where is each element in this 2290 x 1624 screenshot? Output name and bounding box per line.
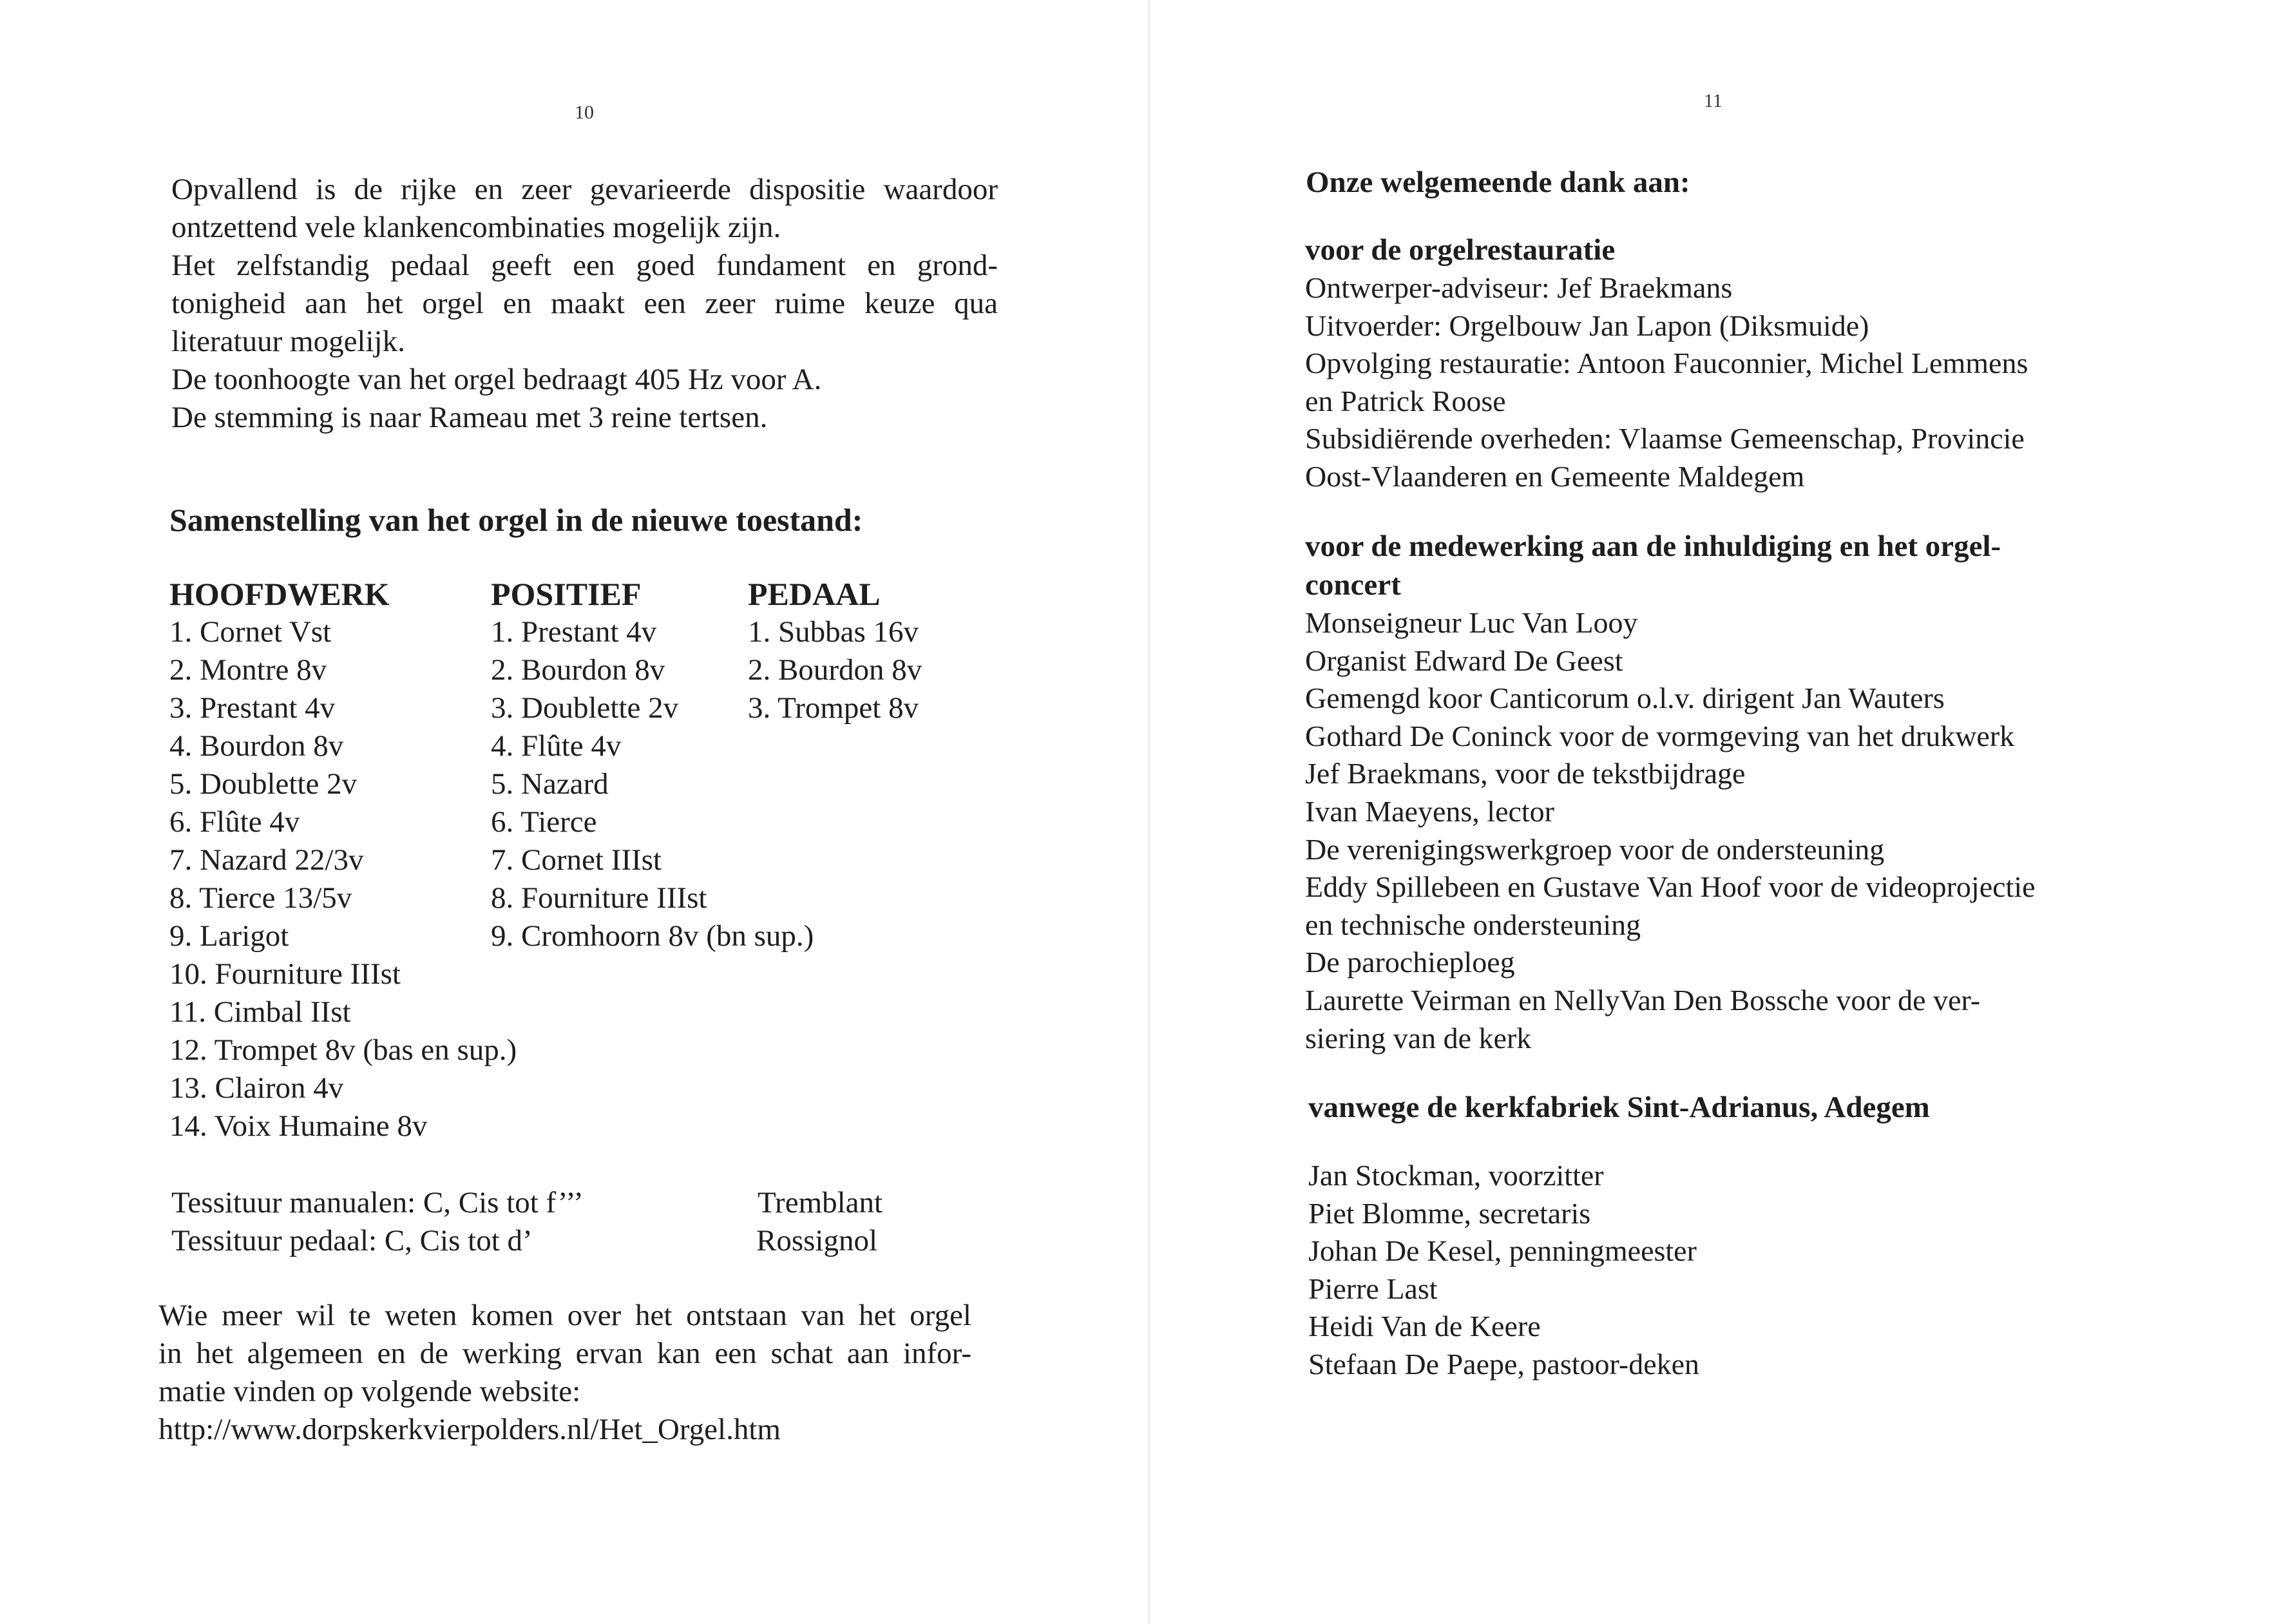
hoofdwerk-item: 11. Cimbal IIst — [169, 995, 351, 1029]
intro-line: ontzettend vele klankencombinaties mogelijk zijn. — [171, 211, 781, 244]
positief-item: 4. Flûte 4v — [491, 729, 622, 763]
inauguration-line: Eddy Spillebeen en Gustave Van Hoof voor de videoprojectie — [1305, 870, 2036, 904]
positief-item: 7. Cornet IIIst — [491, 843, 662, 877]
page-number-left: 10 — [575, 102, 594, 123]
church-board-line: Pierre Last — [1308, 1272, 1438, 1305]
inauguration-line: Gemengd koor Canticorum o.l.v. dirigent Jan Wauters — [1305, 682, 1945, 715]
more-info-line: in het algemeen en de werking ervan kan een schat aan infor- — [158, 1337, 971, 1370]
inauguration-line: De parochieploeg — [1305, 946, 1515, 979]
positief-item: 9. Cromhoorn 8v (bn sup.) — [491, 919, 814, 953]
inauguration-line: Gothard De Coninck voor de vormgeving van het drukwerk — [1305, 719, 2015, 752]
tessituur-pedaal: Tessituur pedaal: C, Cis tot d’ — [171, 1224, 533, 1257]
inauguration-line: Monseigneur Luc Van Looy — [1305, 606, 1638, 639]
hoofdwerk-item: 13. Clairon 4v — [169, 1071, 344, 1105]
church-board-line: Heidi Van de Keere — [1308, 1310, 1541, 1343]
intro-line: tonigheid aan het orgel en maakt een zeer ruime keuze qua — [171, 287, 998, 320]
pedaal-item: 3. Trompet 8v — [748, 691, 919, 725]
restoration-line: Oost-Vlaanderen en Gemeente Maldegem — [1305, 459, 1805, 493]
restoration-line: en Patrick Roose — [1305, 384, 1506, 417]
hoofdwerk-item: 7. Nazard 22/3v — [169, 843, 364, 877]
more-info-line: matie vinden op volgende website: — [158, 1375, 581, 1408]
positief-item: 6. Tierce — [491, 805, 597, 839]
church-board-line: Stefaan De Paepe, pastoor-deken — [1308, 1347, 1700, 1380]
hoofdwerk-item: 8. Tierce 13/5v — [169, 881, 352, 915]
inauguration-heading: concert — [1305, 568, 1401, 602]
rossignol-label: Rossignol — [756, 1224, 878, 1257]
pedaal-item: 2. Bourdon 8v — [748, 653, 922, 687]
hoofdwerk-item: 5. Doublette 2v — [169, 767, 358, 801]
church-board-section — [1308, 1157, 1699, 1384]
inauguration-line: Ivan Maeyens, lector — [1305, 794, 1555, 828]
website-link: http://www.dorpskerkvierpolders.nl/Het_Orgel.htm — [158, 1413, 781, 1446]
positief-title: POSITIEF — [491, 576, 642, 612]
inauguration-line: Organist Edward De Geest — [1305, 644, 1623, 677]
inauguration-heading: voor de medewerking aan de inhuldiging en het orgel- — [1305, 530, 2001, 563]
positief-item: 5. Nazard — [491, 767, 609, 801]
positief-item: 8. Fourniture IIIst — [491, 881, 707, 915]
hoofdwerk-item: 1. Cornet Vst — [169, 615, 332, 649]
more-info-line: Wie meer wil te weten komen over het ontstaan van het orgel — [158, 1299, 971, 1332]
intro-line: Het zelfstandig pedaal geeft een goed fundament en grond- — [171, 249, 998, 282]
hoofdwerk-title: HOOFDWERK — [169, 576, 390, 612]
intro-line: De toonhoogte van het orgel bedraagt 405 Hz voor A. — [171, 363, 822, 396]
hoofdwerk-item: 10. Fourniture IIIst — [169, 957, 401, 991]
pedaal-column — [748, 575, 922, 727]
intro-line: De stemming is naar Rameau met 3 reine tertsen. — [171, 401, 768, 434]
hoofdwerk-item: 14. Voix Humaine 8v — [169, 1109, 428, 1143]
more-info-paragraph — [158, 1297, 971, 1449]
church-board-heading: vanwege de kerkfabriek Sint-Adrianus, Adegem — [1308, 1091, 1930, 1124]
restoration-section — [1305, 231, 2028, 496]
positief-item: 2. Bourdon 8v — [491, 653, 665, 687]
hoofdwerk-item: 6. Flûte 4v — [169, 805, 300, 839]
inauguration-line: Laurette Veirman en NellyVan Den Bossche voor de ver- — [1305, 983, 1981, 1017]
inauguration-line: De verenigingswerkgroep voor de ondersteuning — [1305, 832, 1885, 866]
restoration-line: Opvolging restauratie: Antoon Fauconnier, Michel Lemmens — [1305, 347, 2028, 380]
tessituur-manualen: Tessituur manualen: C, Cis tot f’’’ — [171, 1186, 584, 1219]
restoration-line: Subsidiërende overheden: Vlaamse Gemeenschap, Provincie — [1305, 422, 2025, 455]
restoration-line: Ontwerper-adviseur: Jef Braekmans — [1305, 271, 1733, 304]
inauguration-section — [1305, 527, 2036, 1057]
pedaal-title: PEDAAL — [748, 576, 881, 612]
right-page — [1150, 0, 2290, 1624]
inauguration-line: en technische ondersteuning — [1305, 908, 1641, 941]
intro-line: literatuur mogelijk. — [171, 325, 405, 358]
restoration-heading: voor de orgelrestauratie — [1305, 233, 1616, 267]
composition-heading: Samenstelling van het orgel in de nieuwe toestand: — [169, 502, 863, 538]
church-board-line: Jan Stockman, voorzitter — [1308, 1159, 1604, 1192]
thanks-heading: Onze welgemeende dank aan: — [1306, 166, 1690, 199]
positief-item: 3. Doublette 2v — [491, 691, 679, 725]
positief-item: 1. Prestant 4v — [491, 615, 657, 649]
restoration-line: Uitvoerder: Orgelbouw Jan Lapon (Diksmuide) — [1305, 309, 1869, 342]
tremblant-label: Tremblant — [758, 1186, 883, 1219]
hoofdwerk-item: 9. Larigot — [169, 919, 289, 953]
pedaal-item: 1. Subbas 16v — [748, 615, 919, 649]
intro-paragraph — [171, 171, 998, 437]
hoofdwerk-item: 4. Bourdon 8v — [169, 729, 344, 763]
hoofdwerk-item: 3. Prestant 4v — [169, 691, 336, 725]
inauguration-line: siering van de kerk — [1305, 1021, 1532, 1055]
page-number-right: 11 — [1704, 90, 1722, 111]
hoofdwerk-column — [169, 575, 517, 1145]
hoofdwerk-item: 2. Montre 8v — [169, 653, 327, 687]
church-board-line: Johan De Kesel, penningmeester — [1308, 1234, 1697, 1268]
hoofdwerk-item: 12. Trompet 8v (bas en sup.) — [169, 1033, 517, 1067]
inauguration-line: Jef Braekmans, voor de tekstbijdrage — [1305, 757, 1746, 790]
intro-line: Opvallend is de rijke en zeer gevarieerde dispositie waardoor — [171, 173, 998, 206]
church-board-line: Piet Blomme, secretaris — [1308, 1196, 1591, 1230]
